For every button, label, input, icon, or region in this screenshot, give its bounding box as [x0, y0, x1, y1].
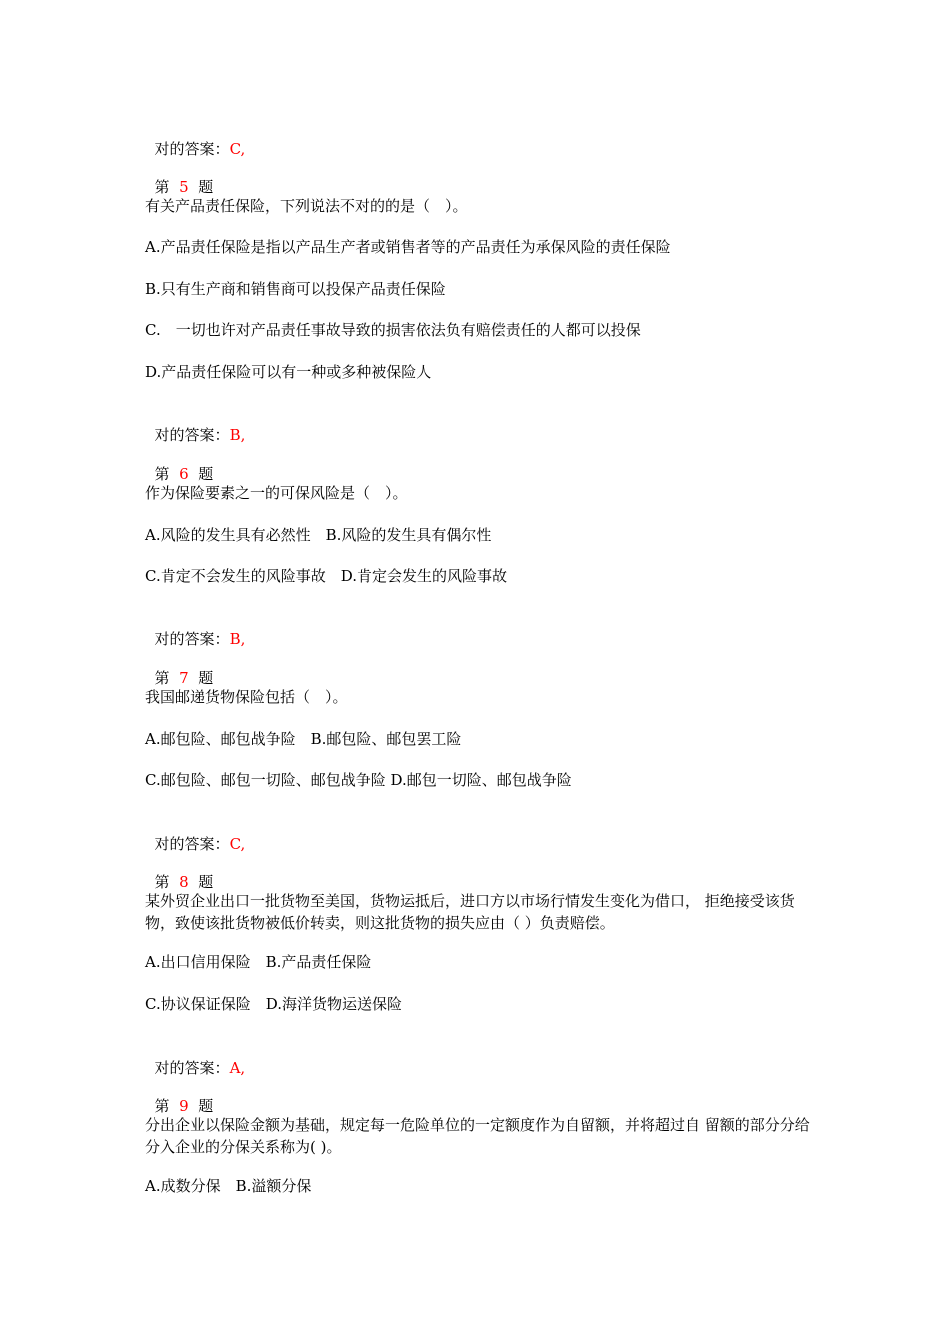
question-number: 第 7 题 — [154, 669, 214, 687]
answer-line: 对的答案：B, — [154, 630, 246, 648]
question-stem: 我国邮递货物保险包括（ ）。 — [145, 688, 348, 706]
option: A.风险的发生具有必然性 B.风险的发生具有偶尔性 — [145, 526, 492, 544]
question-number-value: 9 — [179, 1097, 189, 1115]
option: C.邮包险、邮包一切险、邮包战争险 D.邮包一切险、邮包战争险 — [145, 771, 572, 789]
answer-line: 对的答案：C, — [154, 835, 246, 853]
question-number-value: 7 — [179, 669, 189, 687]
question-number-value: 8 — [179, 873, 189, 891]
option: C.协议保证保险 D.海洋货物运送保险 — [145, 995, 402, 1013]
question-stem: 分出企业以保险金额为基础，规定每一危险单位的一定额度作为自留额，并将超过自 留额的部分分给分入企业的分保关系称为( )。 — [145, 1116, 810, 1156]
question-number: 第 8 题 — [154, 873, 214, 891]
question-number-value: 5 — [179, 178, 189, 196]
answer-value: B, — [229, 426, 246, 444]
option: B.只有生产商和销售商可以投保产品责任保险 — [145, 280, 446, 298]
option: C. 一切也许对产品责任事故导致的损害依法负有赔偿责任的人都可以投保 — [145, 321, 641, 339]
question-stem: 有关产品责任保险，下列说法不对的的是（ ）。 — [145, 197, 468, 215]
question-stem: 某外贸企业出口一批货物至美国，货物运抵后，进口方以市场行情发生变化为借口， 拒绝接受该货物，致使该批货物被低价转卖，则这批货物的损失应由（ ）负责赔偿。 — [145, 892, 795, 932]
option: C.肯定不会发生的风险事故 D.肯定会发生的风险事故 — [145, 567, 507, 585]
answer-value: A, — [229, 1059, 246, 1077]
answer-value: C, — [229, 835, 246, 853]
answer-line: 对的答案：B, — [154, 426, 246, 444]
answer-value: C, — [229, 140, 246, 158]
question-number: 第 5 题 — [154, 178, 214, 196]
answer-line: 对的答案：A, — [154, 1059, 246, 1077]
option: A.出口信用保险 B.产品责任保险 — [145, 953, 372, 971]
answer-label: 对的答案： — [154, 140, 230, 158]
option: A.产品责任保险是指以产品生产者或销售者等的产品责任为承保风险的责任保险 — [145, 238, 671, 256]
question-number: 第 9 题 — [154, 1097, 214, 1115]
question-stem: 作为保险要素之一的可保风险是（ ）。 — [145, 484, 408, 502]
question-number: 第 6 题 — [154, 465, 214, 483]
option: A.邮包险、邮包战争险 B.邮包险、邮包罢工险 — [145, 730, 462, 748]
question-number-value: 6 — [179, 465, 189, 483]
answer-value: B, — [229, 630, 246, 648]
option: A.成数分保 B.溢额分保 — [145, 1177, 312, 1195]
option: D.产品责任保险可以有一种或多种被保险人 — [145, 363, 432, 381]
